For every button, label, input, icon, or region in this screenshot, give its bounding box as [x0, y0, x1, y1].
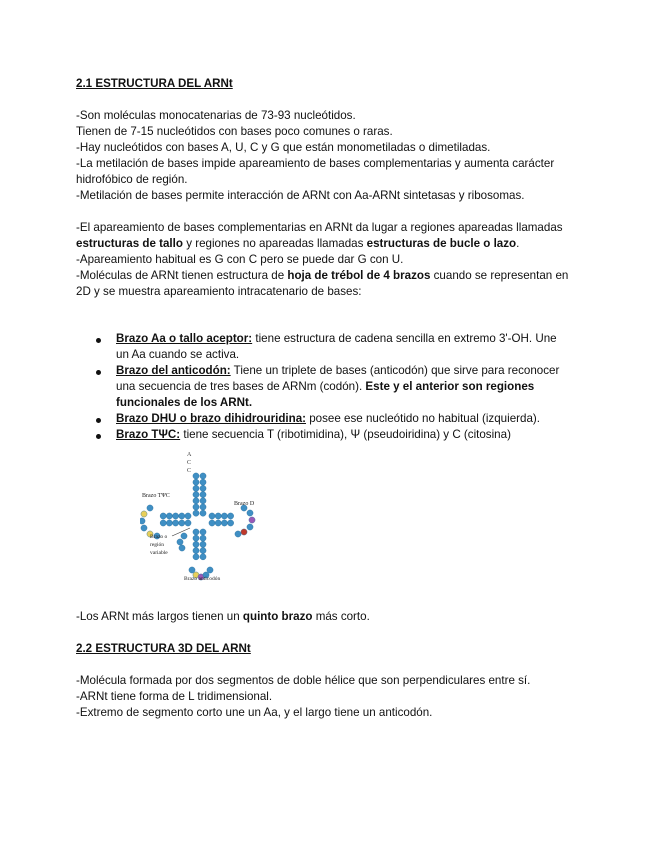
nucleotide-bead — [200, 504, 206, 510]
acceptor-letter: C — [187, 468, 192, 474]
bullet-title: Brazo del anticodón: — [116, 364, 231, 377]
text-line: -Extremo de segmento corto une un Aa, y el largo tiene un anticodón. — [76, 706, 433, 719]
nucleotide-bead — [200, 548, 206, 554]
nucleotide-bead — [209, 513, 215, 519]
nucleotide-bead — [200, 473, 206, 479]
nucleotide-bead — [249, 517, 255, 523]
nucleotide-bead — [189, 567, 195, 573]
label-variable-arm: variable — [150, 550, 168, 556]
nucleotide-bead — [177, 539, 183, 545]
bullet-dot — [96, 418, 101, 423]
label-variable-arm: Brazo o — [150, 534, 168, 540]
text-line — [76, 609, 370, 625]
text-span: -Los ARNt más largos tienen un — [76, 610, 243, 623]
trna-cloverleaf-figure — [140, 448, 270, 584]
bullet-dot — [96, 434, 101, 439]
text-span: tiene estructura de cadena sencilla en extremo 3'-OH. Une — [252, 332, 557, 345]
text-line: 2D y se muestra apareamiento intracatenario de bases: — [76, 285, 362, 298]
text-span: posee ese nucleótido no habitual (izquierda). — [306, 412, 540, 425]
text-line: un Aa cuando se activa. — [116, 348, 240, 361]
nucleotide-bead — [179, 513, 185, 519]
text-line — [76, 268, 568, 284]
bullet-title: Brazo Aa o tallo aceptor: — [116, 332, 253, 345]
nucleotide-bead — [140, 518, 145, 524]
nucleotide-bead — [147, 505, 153, 511]
bold-term: quinto brazo — [242, 610, 313, 623]
nucleotide-bead — [193, 498, 199, 504]
nucleotide-bead — [193, 554, 199, 560]
nucleotide-bead — [173, 513, 179, 519]
section-1-title: 2.1 ESTRUCTURA DEL ARNt — [76, 77, 233, 90]
nucleotide-bead — [193, 479, 199, 485]
nucleotide-bead — [228, 513, 234, 519]
nucleotide-bead — [193, 473, 199, 479]
nucleotide-bead — [179, 520, 185, 526]
nucleotide-bead — [141, 525, 147, 531]
bullet-dot — [96, 338, 101, 343]
acceptor-letter: A — [187, 452, 192, 458]
text-line: -ARNt tiene forma de L tridimensional. — [76, 690, 273, 703]
bullet-item — [116, 331, 557, 347]
nucleotide-bead — [193, 492, 199, 498]
text-span: una secuencia de tres bases de ARNm (codón). — [116, 380, 366, 393]
nucleotide-bead — [200, 529, 206, 535]
nucleotide-bead — [215, 513, 221, 519]
nucleotide-bead — [166, 520, 172, 526]
nucleotide-bead — [141, 511, 147, 517]
label-anticodon-arm: Brazo anticodón — [184, 576, 221, 582]
nucleotide-bead — [235, 531, 241, 537]
nucleotide-bead — [193, 535, 199, 541]
nucleotide-bead — [200, 510, 206, 516]
nucleotide-beads — [140, 473, 255, 580]
nucleotide-bead — [247, 510, 253, 516]
text-span: tiene secuencia T (ribotimidina), Ψ (pseudoiridina) y C (citosina) — [180, 428, 511, 441]
text-line — [116, 395, 252, 411]
text-line: -Molécula formada por dos segmentos de doble hélice que son perpendiculares entre sí. — [76, 674, 531, 687]
bold-term: Este y el anterior son regiones — [365, 380, 535, 393]
nucleotide-bead — [185, 513, 191, 519]
nucleotide-bead — [193, 510, 199, 516]
nucleotide-bead — [166, 513, 172, 519]
nucleotide-bead — [179, 545, 185, 551]
nucleotide-bead — [173, 520, 179, 526]
text-span: Tiene un triplete de bases (anticodón) que sirve para reconocer — [230, 364, 560, 377]
bullet-item — [116, 411, 540, 427]
nucleotide-bead — [193, 548, 199, 554]
acceptor-letter: C — [187, 460, 192, 466]
bullet-item — [116, 427, 511, 443]
bullet-title: Brazo DHU o brazo dihidrouridina: — [116, 412, 307, 425]
nucleotide-bead — [185, 520, 191, 526]
text-span: y regiones no apareadas llamadas — [182, 237, 367, 250]
nucleotide-bead — [247, 524, 253, 530]
nucleotide-bead — [228, 520, 234, 526]
text-line: -La metilación de bases impide apareamiento de bases complementarias y aumenta carácter — [76, 157, 555, 170]
text-line: Tienen de 7-15 nucleótidos con bases poco comunes o raras. — [76, 125, 393, 138]
label-variable-arm: región — [150, 542, 165, 548]
label-tpsic-arm: Brazo TΨC — [142, 493, 170, 499]
nucleotide-bead — [221, 513, 227, 519]
text-line: -El apareamiento de bases complementarias en ARNt da lugar a regiones apareadas llamadas — [76, 221, 563, 234]
nucleotide-bead — [241, 529, 247, 535]
nucleotide-bead — [193, 529, 199, 535]
nucleotide-bead — [221, 520, 227, 526]
section-2-title: 2.2 ESTRUCTURA 3D DEL ARNt — [76, 642, 251, 655]
nucleotide-bead — [209, 520, 215, 526]
nucleotide-bead — [200, 492, 206, 498]
nucleotide-bead — [160, 513, 166, 519]
nucleotide-bead — [200, 485, 206, 491]
nucleotide-bead — [200, 479, 206, 485]
text-line: -Hay nucleótidos con bases A, U, C y G que están monometiladas o dimetiladas. — [76, 141, 491, 154]
nucleotide-bead — [193, 541, 199, 547]
text-line: -Metilación de bases permite interacción de ARNt con Aa-ARNt sintetasas y ribosomas. — [76, 189, 525, 202]
nucleotide-bead — [200, 498, 206, 504]
text-span: cuando se representan en — [430, 269, 569, 282]
nucleotide-bead — [160, 520, 166, 526]
text-span: . — [516, 237, 520, 250]
nucleotide-bead — [193, 485, 199, 491]
nucleotide-bead — [215, 520, 221, 526]
bold-term: estructuras de tallo — [76, 237, 183, 250]
bullet-item — [116, 363, 559, 379]
text-line: -Apareamiento habitual es G con C pero se puede dar G con U. — [76, 253, 404, 266]
text-span: -Moléculas de ARNt tienen estructura de — [76, 269, 288, 282]
nucleotide-bead — [200, 554, 206, 560]
bold-term: estructuras de bucle o lazo — [366, 237, 517, 250]
nucleotide-bead — [181, 533, 187, 539]
text-line — [76, 236, 519, 252]
nucleotide-bead — [200, 535, 206, 541]
text-line: -Son moléculas monocatenarias de 73-93 nucleótidos. — [76, 109, 356, 122]
bullet-dot — [96, 370, 101, 375]
bold-term: hoja de trébol de 4 brazos — [287, 269, 431, 282]
nucleotide-bead — [193, 504, 199, 510]
label-d-arm: Brazo D — [234, 501, 255, 507]
bullet-title: Brazo TΨC: — [116, 428, 181, 441]
text-line — [116, 379, 534, 395]
nucleotide-bead — [207, 567, 213, 573]
text-line: hidrofóbico de región. — [76, 173, 188, 186]
bold-term: funcionales de los ARNt. — [116, 396, 253, 409]
nucleotide-bead — [200, 541, 206, 547]
text-span: más corto. — [312, 610, 370, 623]
